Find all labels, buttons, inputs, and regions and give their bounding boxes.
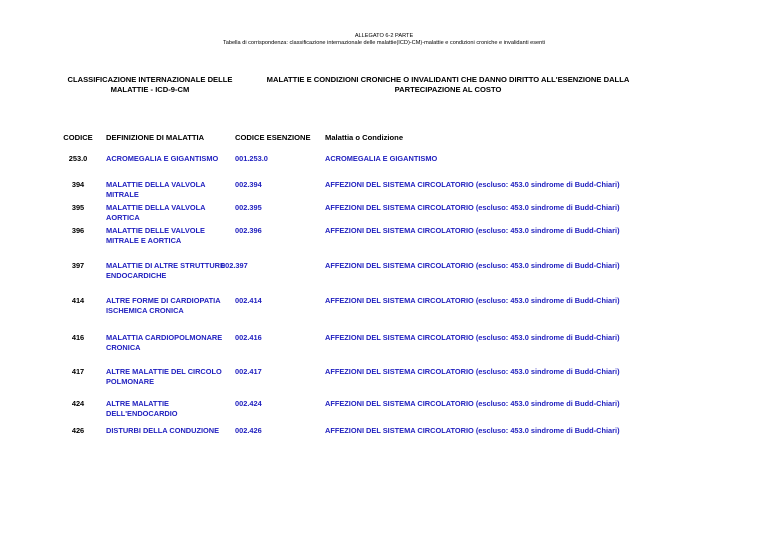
- row-exemption-code: 001.253.0: [235, 154, 268, 163]
- row-definition: [106, 426, 236, 436]
- section-heading-icd-line1: CLASSIFICAZIONE INTERNAZIONALE DELLE: [67, 75, 233, 84]
- row-definition: [106, 333, 236, 353]
- row-condition: AFFEZIONI DEL SISTEMA CIRCOLATORIO (escluso: 453.0 sindrome di Budd-Chiari): [325, 180, 620, 189]
- row-exemption-code: 002.414: [235, 296, 262, 305]
- row-definition-line2: ISCHEMICA CRONICA: [106, 306, 184, 315]
- row-condition: AFFEZIONI DEL SISTEMA CIRCOLATORIO (escluso: 453.0 sindrome di Budd-Chiari): [325, 261, 620, 270]
- row-definition-line2: MITRALE: [106, 190, 139, 199]
- row-exemption-code: 002.424: [235, 399, 262, 408]
- row-code: 426: [71, 426, 85, 435]
- column-header-exemption-code: CODICE ESENZIONE: [235, 133, 311, 142]
- row-condition: AFFEZIONI DEL SISTEMA CIRCOLATORIO (escluso: 453.0 sindrome di Budd-Chiari): [325, 226, 620, 235]
- section-heading-exemption-line2: PARTECIPAZIONE AL COSTO: [394, 85, 502, 94]
- section-heading-icd-line2: MALATTIE - ICD-9-CM: [110, 85, 190, 94]
- row-condition: AFFEZIONI DEL SISTEMA CIRCOLATORIO (escluso: 453.0 sindrome di Budd-Chiari): [325, 399, 620, 408]
- section-heading-exemption: [258, 75, 638, 95]
- row-code: 395: [71, 203, 85, 212]
- row-exemption-code: 002.417: [235, 367, 262, 376]
- row-code: 414: [71, 296, 85, 305]
- row-definition: [106, 367, 236, 387]
- row-exemption-code: 002.397: [221, 261, 248, 270]
- row-definition: [106, 261, 236, 281]
- row-definition: [106, 154, 236, 164]
- row-definition-line2: POLMONARE: [106, 377, 155, 386]
- row-definition: [106, 180, 236, 200]
- row-definition-line1: ALTRE MALATTIE DEL CIRCOLO: [106, 367, 222, 376]
- row-code: 417: [71, 367, 85, 376]
- row-definition-line2: CRONICA: [106, 343, 141, 352]
- row-condition: AFFEZIONI DEL SISTEMA CIRCOLATORIO (escluso: 453.0 sindrome di Budd-Chiari): [325, 296, 620, 305]
- row-exemption-code: 002.395: [235, 203, 262, 212]
- row-condition: AFFEZIONI DEL SISTEMA CIRCOLATORIO (escluso: 453.0 sindrome di Budd-Chiari): [325, 203, 620, 212]
- attachment-subtitle: Tabella di corrispondenza: classificazione internazionale delle malattie(ICD)-CM)-malattie e condizioni croniche e invalidanti esenti: [222, 40, 546, 46]
- attachment-title: ALLEGATO 6-2 PARTE: [354, 33, 414, 39]
- row-condition: AFFEZIONI DEL SISTEMA CIRCOLATORIO (escluso: 453.0 sindrome di Budd-Chiari): [325, 426, 620, 435]
- row-definition-line1: MALATTIE DI ALTRE STRUTTURE: [106, 261, 225, 270]
- row-code: 394: [71, 180, 85, 189]
- row-condition: ACROMEGALIA E GIGANTISMO: [325, 154, 438, 163]
- row-condition: AFFEZIONI DEL SISTEMA CIRCOLATORIO (escluso: 453.0 sindrome di Budd-Chiari): [325, 333, 620, 342]
- row-definition-line1: ALTRE MALATTIE: [106, 399, 169, 408]
- row-definition-line1: DISTURBI DELLA CONDUZIONE: [106, 426, 220, 435]
- column-header-condition: Malattia o Condizione: [325, 133, 404, 142]
- row-definition-line1: MALATTIE DELLA VALVOLA: [106, 180, 206, 189]
- section-heading-icd: [52, 75, 248, 95]
- row-exemption-code: 002.396: [235, 226, 262, 235]
- column-header-definition: DEFINIZIONE DI MALATTIA: [106, 133, 205, 142]
- row-definition-line2: DELL'ENDOCARDIO: [106, 409, 178, 418]
- row-code: 416: [71, 333, 85, 342]
- row-definition-line1: MALATTIE DELLA VALVOLA: [106, 203, 206, 212]
- row-code: 396: [71, 226, 85, 235]
- row-condition: AFFEZIONI DEL SISTEMA CIRCOLATORIO (escluso: 453.0 sindrome di Budd-Chiari): [325, 367, 620, 376]
- row-code: 253.0: [68, 154, 88, 163]
- row-definition-line2: MITRALE E AORTICA: [106, 236, 182, 245]
- row-definition-line1: MALATTIE DELLE VALVOLE: [106, 226, 205, 235]
- row-definition: [106, 296, 236, 316]
- row-definition-line2: ENDOCARDICHE: [106, 271, 167, 280]
- row-definition-line1: ACROMEGALIA E GIGANTISMO: [106, 154, 219, 163]
- row-definition: [106, 226, 236, 246]
- row-definition-line1: MALATTIA CARDIOPOLMONARE: [106, 333, 223, 342]
- row-exemption-code: 002.394: [235, 180, 262, 189]
- row-definition-line1: ALTRE FORME DI CARDIOPATIA: [106, 296, 221, 305]
- row-definition: [106, 399, 236, 419]
- column-header-code: CODICE: [63, 133, 93, 142]
- row-code: 397: [71, 261, 85, 270]
- row-exemption-code: 002.426: [235, 426, 262, 435]
- row-definition: [106, 203, 236, 223]
- row-code: 424: [71, 399, 85, 408]
- section-heading-exemption-line1: MALATTIE E CONDIZIONI CRONICHE O INVALIDANTI CHE DANNO DIRITTO ALL'ESENZIONE DALLA: [266, 75, 630, 84]
- row-exemption-code: 002.416: [235, 333, 262, 342]
- row-definition-line2: AORTICA: [106, 213, 140, 222]
